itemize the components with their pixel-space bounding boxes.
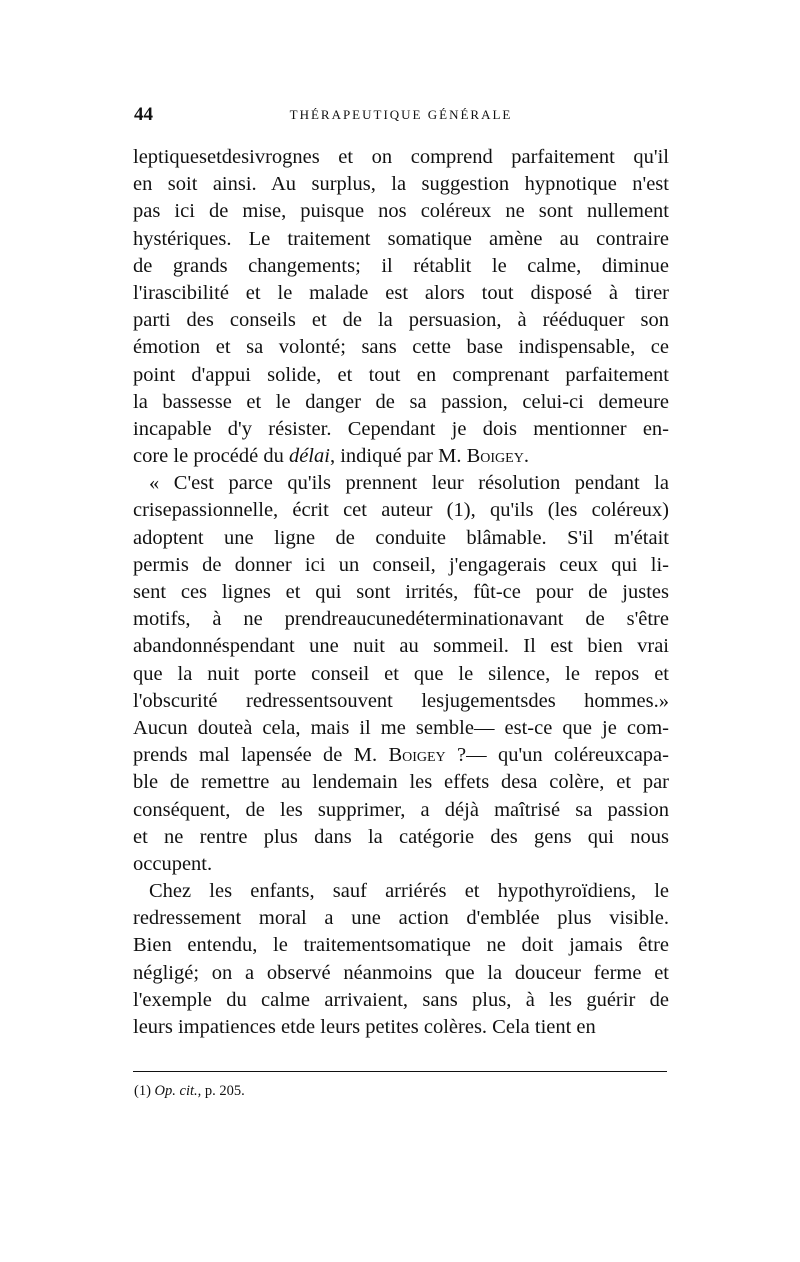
- paragraph: [133, 470, 669, 878]
- text-line: [133, 742, 669, 769]
- text-line: de grands changements; il rétablit le calme, diminue: [133, 254, 669, 277]
- text-line: négligé; on a observé néanmoins que la douceur ferme et: [133, 961, 669, 984]
- text-line: leurs impatiences etde leurs petites colères. Cela tient en: [133, 1016, 596, 1038]
- footnote-rule: [133, 1071, 667, 1072]
- footnote: [134, 1083, 245, 1100]
- text-line: Aucun douteà cela, mais il me semble— est-ce que je com-: [133, 716, 669, 739]
- text-line: [133, 443, 669, 470]
- text-segment: prends mal lapensée de M.: [133, 744, 389, 767]
- text-line: l'irascibilité et le malade est alors tout disposé à tirer: [133, 281, 669, 304]
- author-name: Boigey: [388, 744, 446, 767]
- text-line: Chez les enfants, sauf arriérés et hypothyroïdiens, le: [149, 880, 669, 903]
- text-line: leptiquesetdesivrognes et on comprend parfaitement qu'il: [133, 146, 669, 168]
- text-line: l'obscurité redressentsouvent lesjugementsdes hommes.»: [133, 689, 669, 712]
- text-line: émotion et sa volonté; sans cette base indispensable, ce: [133, 336, 669, 359]
- paragraph: [133, 144, 669, 470]
- italic-text: délai: [288, 445, 330, 468]
- footnote-citation: Op. cit.,: [154, 1083, 202, 1099]
- text-line: ble de remettre au lendemain les effets desa colère, et par: [133, 771, 669, 794]
- text-line: conséquent, de les supprimer, a déjà maîtrisé sa passion: [133, 798, 669, 821]
- body-text: [133, 144, 669, 1041]
- text-line: abandonnéspendant une nuit au sommeil. Il est bien vrai: [133, 635, 669, 658]
- text-line: hystériques. Le traitement somatique amène au contraire: [133, 227, 669, 250]
- text-line: « C'est parce qu'ils prennent leur résolution pendant la: [149, 472, 669, 495]
- text-line: sent ces lignes et qui sont irrités, fût-ce pour de justes: [133, 581, 669, 603]
- text-line: redressement moral a une action d'emblée plus visible.: [133, 907, 669, 930]
- footnote-marker: (1): [134, 1083, 151, 1099]
- text-line: l'exemple du calme arrivaient, sans plus, à les guérir de: [133, 988, 669, 1011]
- text-line: occupent.: [133, 852, 213, 875]
- running-title: THÉRAPEUTIQUE GÉNÉRALE: [289, 107, 513, 122]
- text-line: crisepassionnelle, écrit cet auteur (1), qu'ils (les coléreux): [133, 499, 669, 522]
- text-line: que la nuit porte conseil et que le silence, le repos et: [133, 662, 669, 685]
- text-segment: .: [523, 445, 529, 468]
- text-segment: , indiqué par M.: [329, 445, 467, 468]
- text-line: permis de donner ici un conseil, j'engagerais ceux qui li-: [133, 553, 669, 576]
- text-line: point d'appui solide, et tout en comprenant parfaitement: [133, 363, 669, 386]
- text-segment: core le procédé du: [133, 445, 289, 468]
- author-name: Boigey: [466, 445, 524, 468]
- text-line: adoptent une ligne de conduite blâmable. S'il m'était: [133, 526, 669, 549]
- text-line: en soit ainsi. Au surplus, la suggestion hypnotique n'est: [133, 173, 669, 196]
- text-segment: ?— qu'un coléreuxcapa-: [445, 744, 669, 767]
- text-line: et ne rentre plus dans la catégorie des gens qui nous: [133, 825, 669, 848]
- text-line: Bien entendu, le traitementsomatique ne doit jamais être: [133, 934, 669, 957]
- text-line: motifs, à ne prendreaucunedéterminationavant de s'être: [133, 608, 669, 631]
- running-head: [134, 104, 668, 128]
- text-line: pas ici de mise, puisque nos coléreux ne sont nullement: [133, 200, 669, 223]
- text-line: incapable d'y résister. Cependant je dois mentionner en-: [133, 417, 669, 440]
- text-line: la bassesse et le danger de sa passion, celui-ci demeure: [133, 390, 669, 413]
- page-number: 44: [134, 104, 153, 125]
- paragraph: [133, 878, 669, 1041]
- text-line: parti des conseils et de la persuasion, à rééduquer son: [133, 309, 669, 332]
- footnote-page: p. 205.: [204, 1083, 245, 1099]
